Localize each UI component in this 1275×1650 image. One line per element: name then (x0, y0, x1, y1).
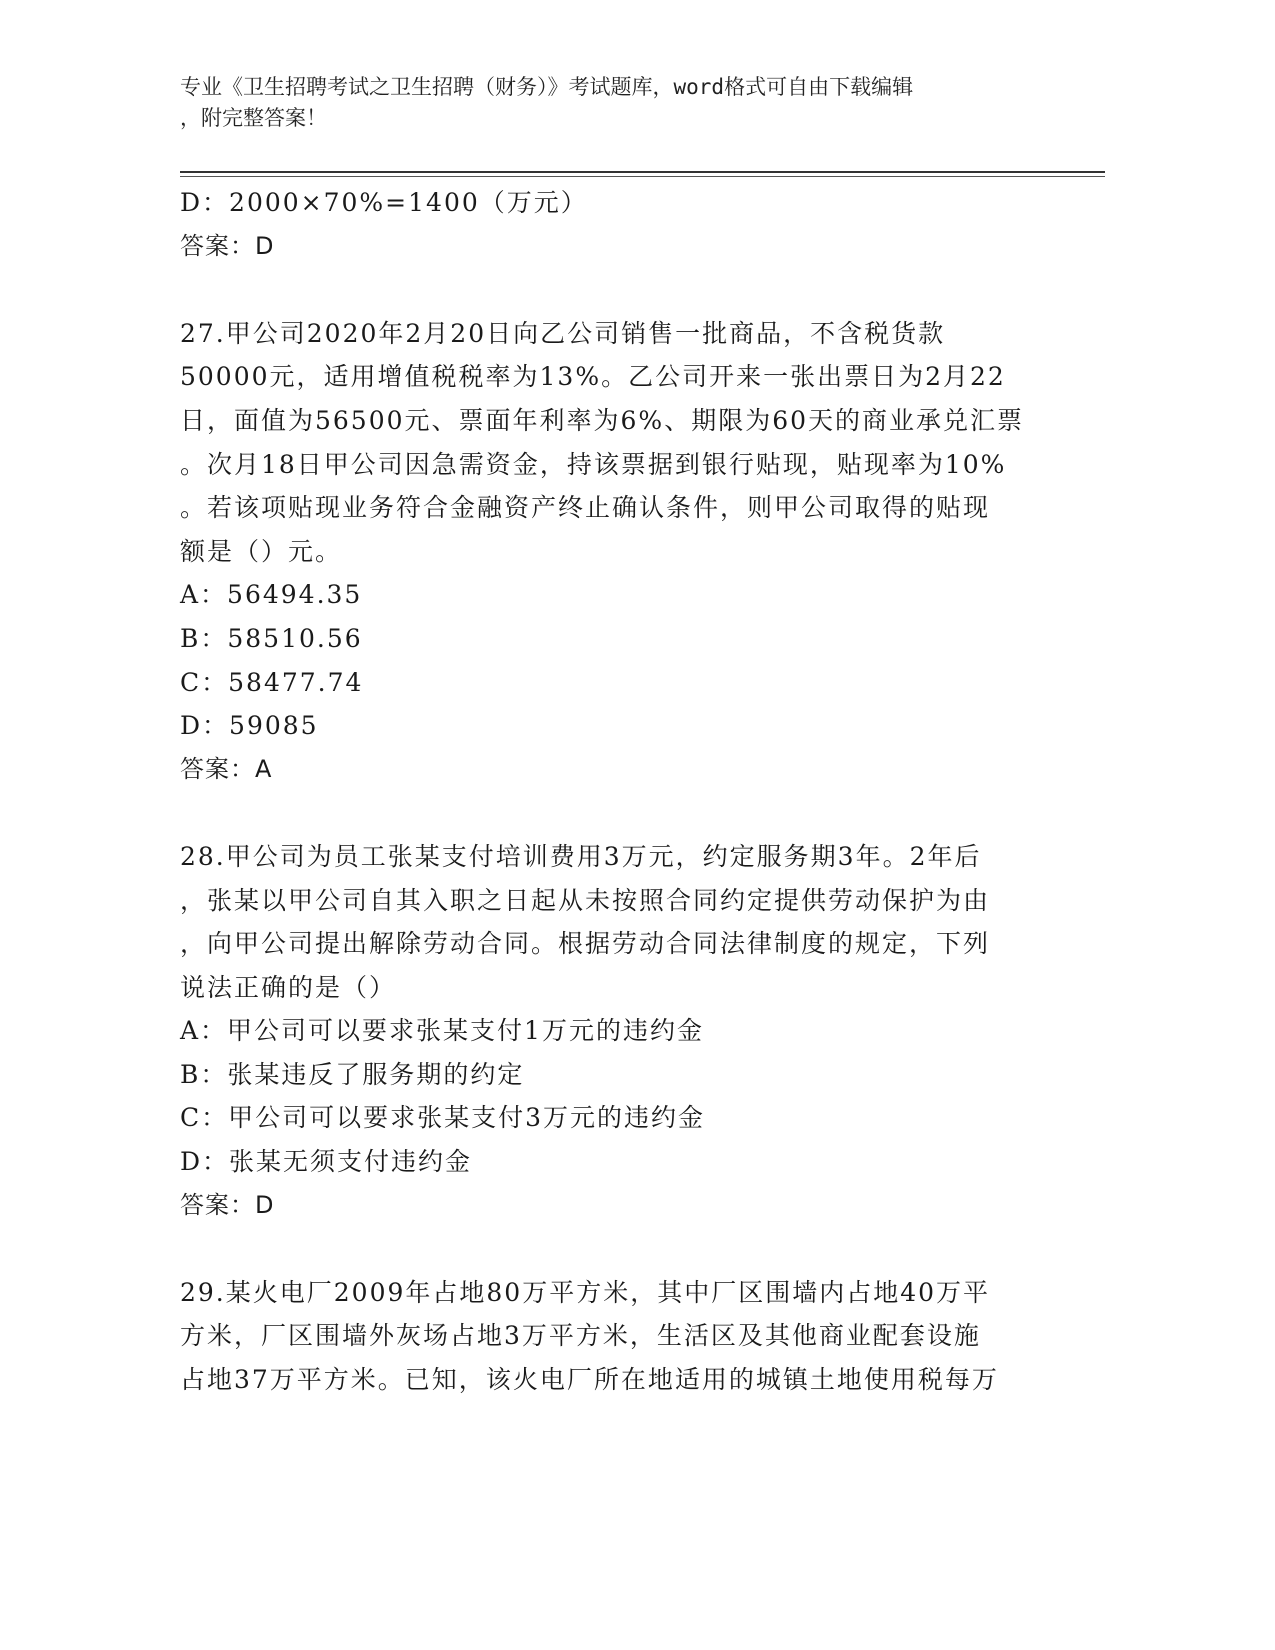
question-29 (180, 1271, 1040, 1402)
header-divider-thin (180, 176, 1105, 177)
question-stem-line: 。若该项贴现业务符合金融资产终止确认条件，则甲公司取得的贴现 (180, 493, 991, 523)
question-stem-line: 27.甲公司2020年2月20日向乙公司销售一批商品，不含税货款 (180, 318, 946, 348)
question-stem-line: 额是（）元。 (180, 536, 343, 566)
spacer (180, 791, 1040, 835)
option-c: C：58477.74 (180, 667, 364, 697)
option-a: A：甲公司可以要求张某支付1万元的违约金 (180, 1016, 704, 1046)
spacer (180, 268, 1040, 312)
question-stem-line: 50000元，适用增值税税率为13%。乙公司开来一张出票日为2月22 (180, 362, 1006, 392)
answer-continued: 答案：D (180, 231, 275, 260)
answer: 答案：D (180, 1190, 275, 1219)
document-body (180, 181, 1040, 1402)
document-header: 专业《卫生招聘考试之卫生招聘（财务）》考试题库，word格式可自由下载编辑 ，附完整答案！ (180, 75, 914, 130)
question-stem-line: 说法正确的是（） (180, 972, 397, 1002)
spacer (180, 1227, 1040, 1271)
question-28 (180, 835, 1040, 1227)
option-a: A：56494.35 (180, 580, 363, 610)
question-stem-line: 方米，厂区围墙外灰场占地3万平方米，生活区及其他商业配套设施 (180, 1321, 981, 1351)
header-divider-thick (180, 171, 1105, 173)
option-d: D：59085 (180, 711, 319, 741)
option-b: B：张某违反了服务期的约定 (180, 1059, 525, 1089)
option-c: C：甲公司可以要求张某支付3万元的违约金 (180, 1103, 706, 1133)
question-stem-line: 28.甲公司为员工张某支付培训费用3万元，约定服务期3年。2年后 (180, 841, 982, 871)
question-stem-line: ，向甲公司提出解除劳动合同。根据劳动合同法律制度的规定，下列 (180, 929, 991, 959)
option-b: B：58510.56 (180, 623, 363, 653)
question-stem-line: 29.某火电厂2009年占地80万平方米，其中厂区围墙内占地40万平 (180, 1277, 991, 1307)
question-27 (180, 312, 1040, 792)
question-stem-line: 占地37万平方米。已知，该火电厂所在地适用的城镇土地使用税每万 (180, 1365, 999, 1395)
question-stem-line: ，张某以甲公司自其入职之日起从未按照合同约定提供劳动保护为由 (180, 885, 991, 915)
question-stem-line: 日，面值为56500元、票面年利率为6%、期限为60天的商业承兑汇票 (180, 405, 1025, 435)
option-d-continued: D：2000×70%=1400（万元） (180, 188, 588, 217)
question-stem-line: 。次月18日甲公司因急需资金，持该票据到银行贴现，贴现率为10% (180, 449, 1007, 479)
answer: 答案：A (180, 754, 273, 783)
option-d: D：张某无须支付违约金 (180, 1147, 473, 1177)
